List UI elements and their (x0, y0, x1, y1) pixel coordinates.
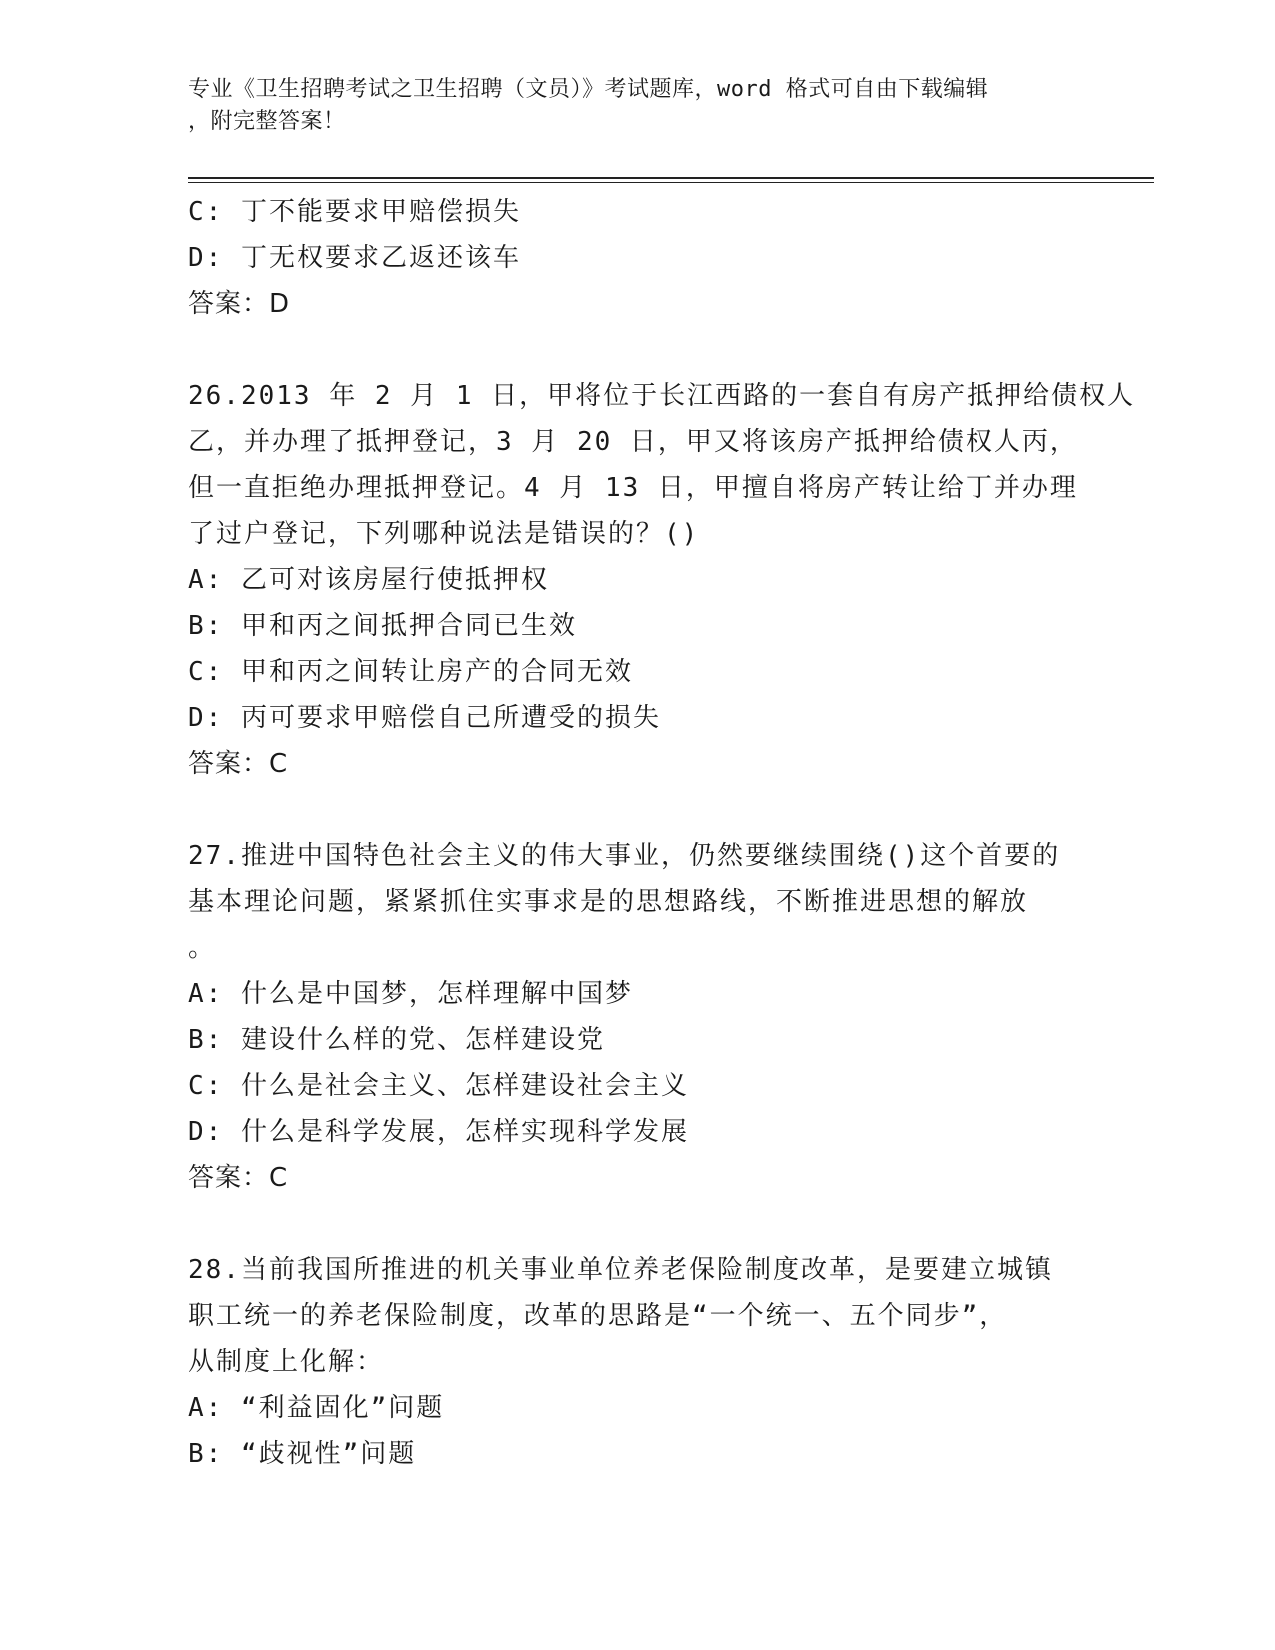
option-b: B: “歧视性”问题 (188, 1439, 417, 1469)
question-27 (188, 833, 1088, 1201)
option-c: C: 什么是社会主义、怎样建设社会主义 (188, 1071, 689, 1101)
header-line-2: ，附完整答案！ (188, 109, 346, 134)
option-c: C: 甲和丙之间转让房产的合同无效 (188, 657, 633, 687)
option-b: B: 建设什么样的党、怎样建设党 (188, 1025, 605, 1055)
header-divider-thin (188, 182, 1154, 183)
option-a: A: 什么是中国梦，怎样理解中国梦 (188, 979, 633, 1009)
question-text-line: 但一直拒绝办理抵押登记。4 月 13 日，甲擅自将房产转让给丁并办理 (188, 473, 1078, 503)
answer: 答案：C (188, 1163, 289, 1193)
question-25-tail (188, 189, 1088, 327)
question-text-line: 从制度上化解： (188, 1347, 385, 1377)
spacer (188, 1201, 1088, 1247)
question-text-line: 。 (188, 933, 217, 963)
spacer (188, 787, 1088, 833)
option-d: D: 丁无权要求乙返还该车 (188, 243, 521, 273)
question-26 (188, 373, 1136, 787)
question-text-line: 27.推进中国特色社会主义的伟大事业，仍然要继续围绕()这个首要的 (188, 841, 1061, 871)
header-divider-thick (188, 177, 1154, 179)
question-text-line: 基本理论问题，紧紧抓住实事求是的思想路线，不断推进思想的解放 (188, 887, 1029, 917)
question-text-line: 28.当前我国所推进的机关事业单位养老保险制度改革，是要建立城镇 (188, 1255, 1053, 1285)
header-line-1: 专业《卫生招聘考试之卫生招聘（文员）》考试题库，word 格式可自由下载编辑 (188, 77, 989, 102)
question-text-line: 了过户登记，下列哪种说法是错误的？() (188, 519, 700, 549)
option-d: D: 什么是科学发展，怎样实现科学发展 (188, 1117, 689, 1147)
document-header (188, 74, 1088, 138)
spacer (188, 327, 1088, 373)
question-28 (188, 1247, 1088, 1477)
option-c: C: 丁不能要求甲赔偿损失 (188, 197, 521, 227)
answer: 答案：C (188, 749, 289, 779)
question-text-line: 26.2013 年 2 月 1 日，甲将位于长江西路的一套自有房产抵押给债权人 (188, 381, 1136, 411)
option-a: A: “利益固化”问题 (188, 1393, 445, 1423)
question-text-line: 职工统一的养老保险制度，改革的思路是“一个统一、五个同步”， (188, 1301, 1008, 1331)
answer: 答案：D (188, 289, 291, 319)
question-list (188, 189, 1136, 1477)
option-d: D: 丙可要求甲赔偿自己所遭受的损失 (188, 703, 661, 733)
question-text-line: 乙，并办理了抵押登记，3 月 20 日，甲又将该房产抵押给债权人丙， (188, 427, 1078, 457)
option-a: A: 乙可对该房屋行使抵押权 (188, 565, 549, 595)
option-b: B: 甲和丙之间抵押合同已生效 (188, 611, 577, 641)
